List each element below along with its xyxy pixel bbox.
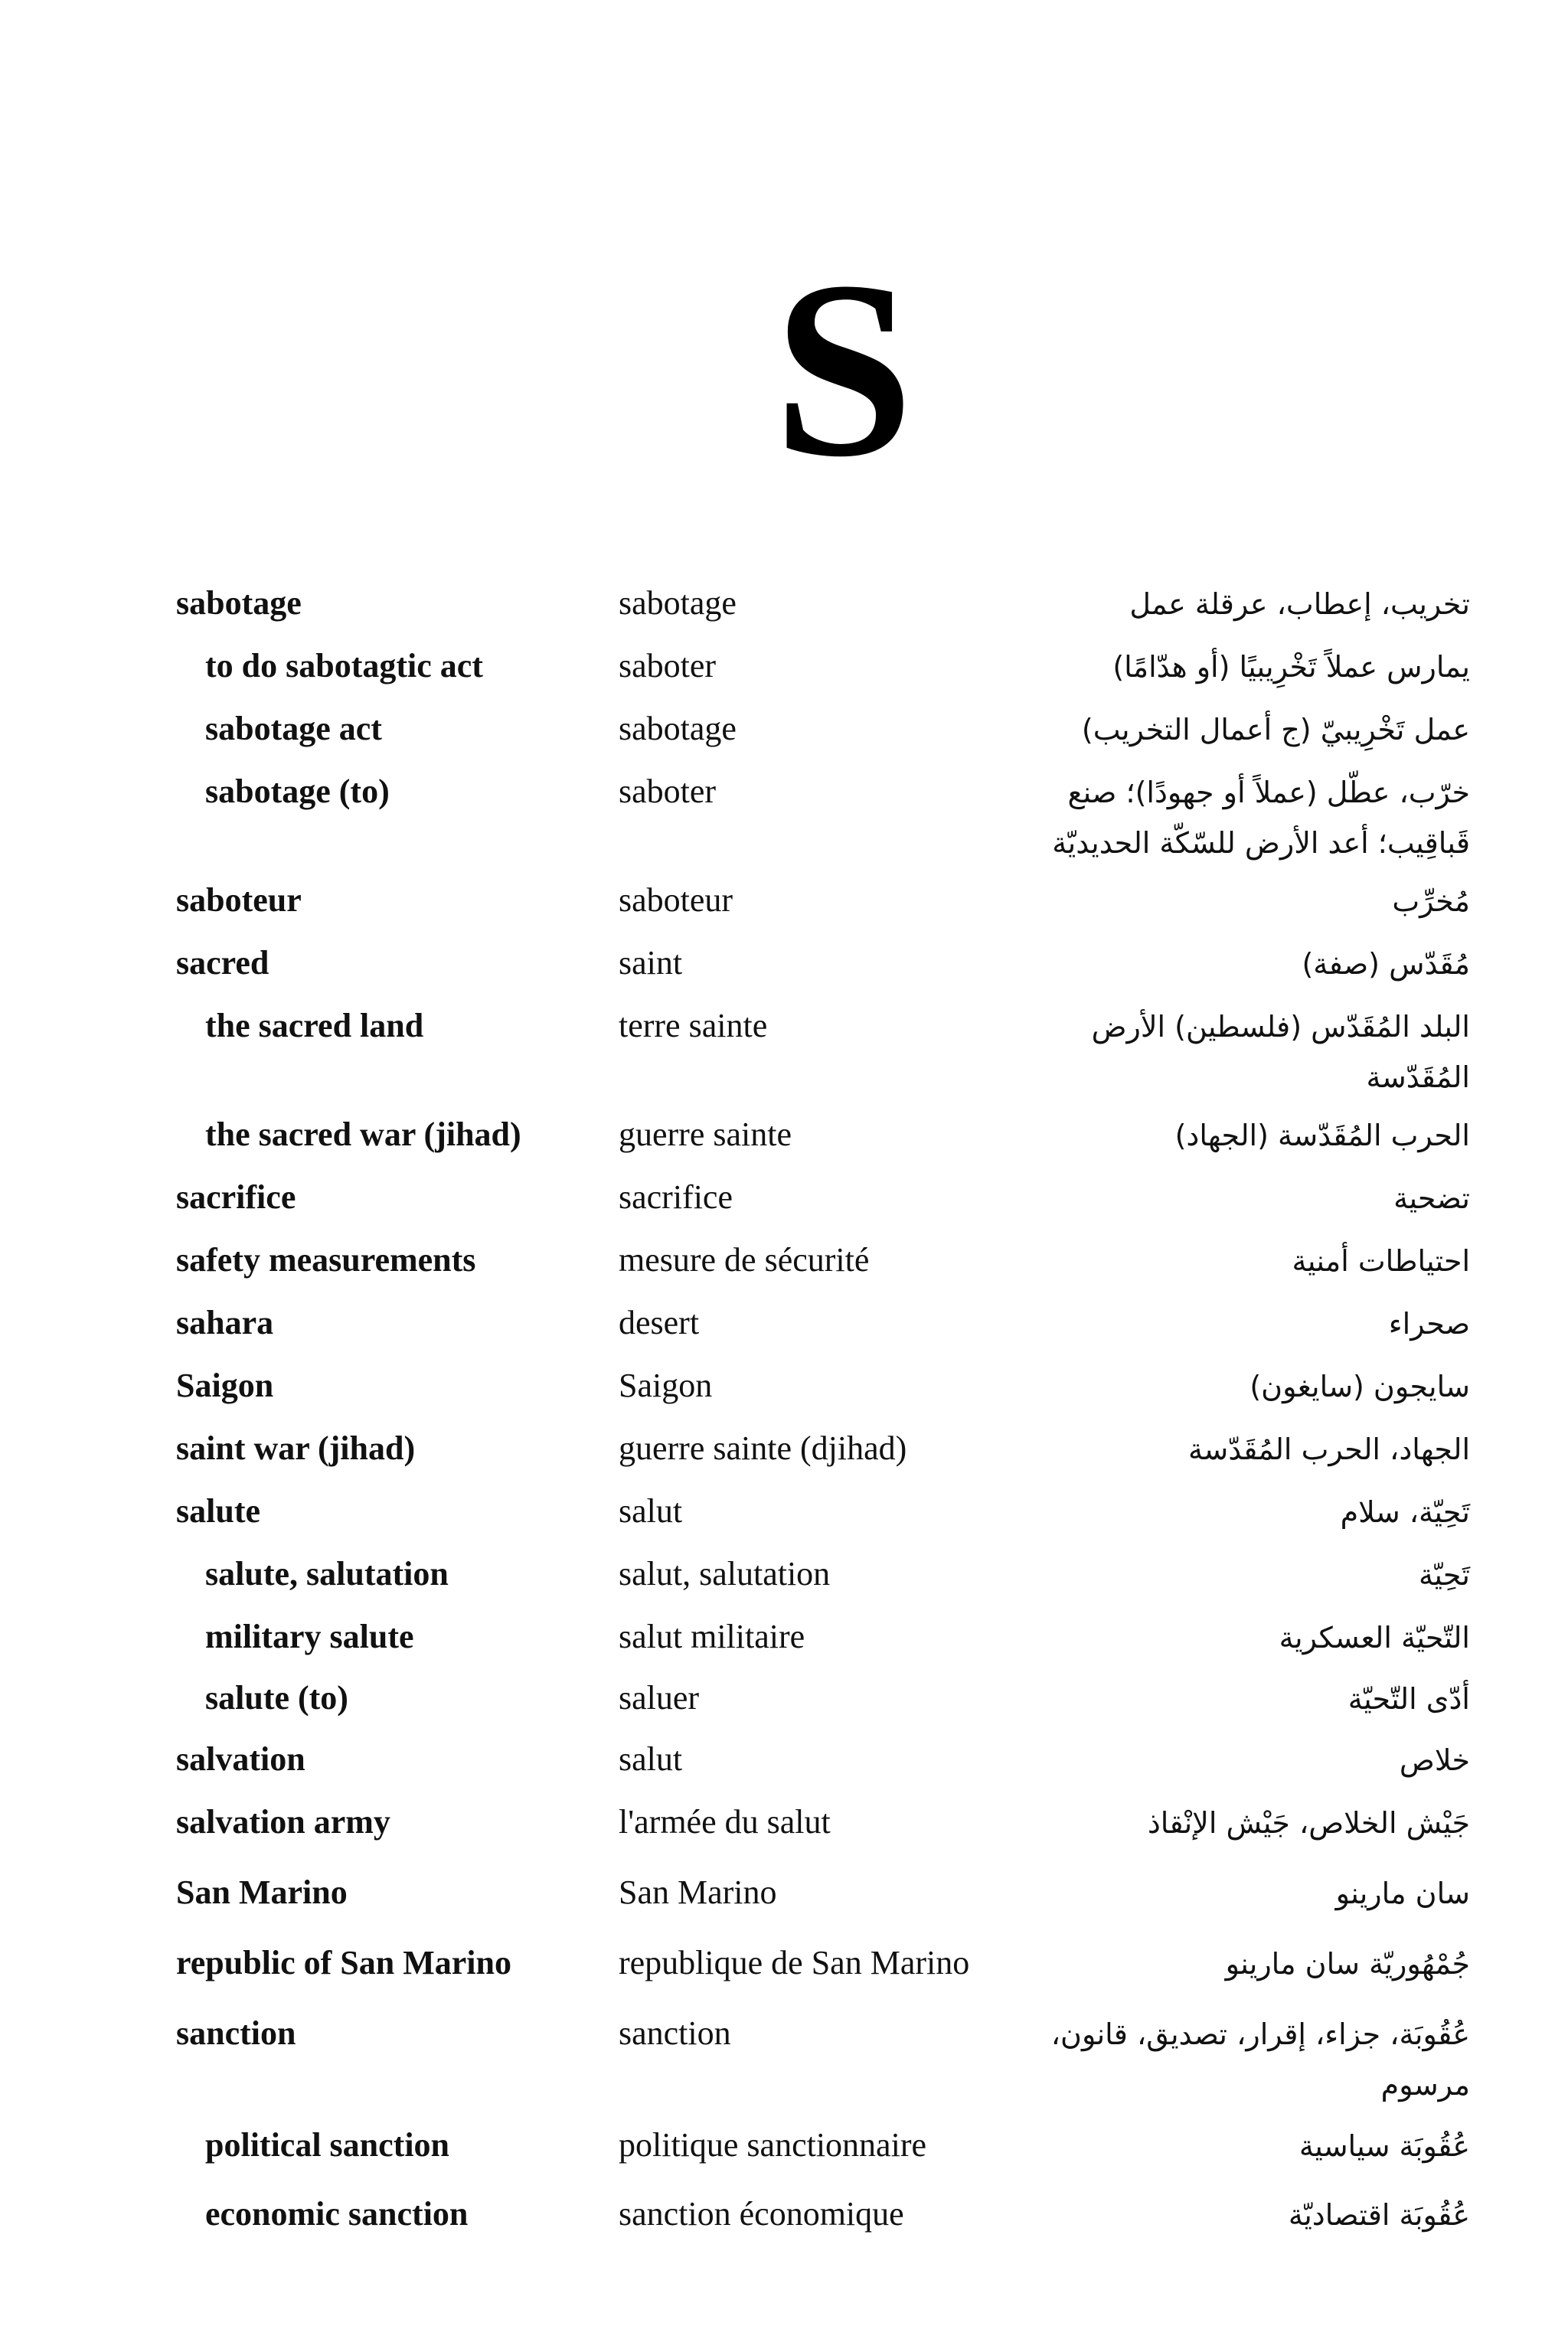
english-term: sahara	[176, 1304, 274, 1341]
english-term: republic of San Marino	[176, 1944, 512, 1981]
french-term: desert	[619, 1304, 700, 1341]
english-term: the sacred land	[205, 1007, 424, 1044]
arabic-term: خرّب، عطّل (عملاً أو جهودًا)؛ صنع قَباقِيب؛ أعد الأرض للسّكّة الحديديّة	[1052, 776, 1470, 860]
french-term: saboter	[619, 773, 717, 810]
arabic-term: احتياطات أمنية	[1292, 1244, 1470, 1278]
french-term: San Marino	[619, 1874, 777, 1911]
arabic-term: الحرب المُقَدّسة (الجهاد)	[1174, 1119, 1470, 1152]
french-term: guerre sainte (djihad)	[619, 1429, 907, 1467]
french-term: salut	[619, 1492, 683, 1530]
arabic-term: تَحِيّة	[1419, 1558, 1470, 1592]
english-term: salute (to)	[205, 1679, 348, 1717]
english-term: saboteur	[176, 881, 302, 919]
english-term: Saigon	[176, 1367, 274, 1404]
english-term: political sanction	[205, 2126, 450, 2164]
english-term: sabotage (to)	[205, 773, 390, 810]
english-term: salvation	[176, 1740, 305, 1778]
french-term: politique sanctionnaire	[619, 2126, 926, 2164]
arabic-term: خلاص	[1399, 1743, 1470, 1777]
french-term: salut militaire	[619, 1618, 805, 1655]
french-term: terre sainte	[619, 1007, 768, 1044]
section-letter: S	[773, 230, 914, 509]
french-term: sacrifice	[619, 1178, 733, 1216]
arabic-term: جَيْش الخلاص، جَيْش الإنْقاذ	[1147, 1806, 1470, 1840]
arabic-term: الجهاد، الحرب المُقَدّسة	[1188, 1433, 1470, 1466]
arabic-term: سان مارينو	[1335, 1877, 1470, 1910]
french-term: sabotage	[619, 710, 737, 747]
arabic-term: صحراء	[1388, 1307, 1470, 1341]
arabic-term: تَحِيّة، سلام	[1340, 1495, 1470, 1529]
french-term: mesure de sécurité	[619, 1241, 870, 1279]
french-term: saint	[619, 944, 683, 982]
french-term: sanction	[619, 2014, 731, 2052]
english-term: safety measurements	[176, 1241, 476, 1279]
english-term: the sacred war (jihad)	[205, 1116, 521, 1153]
french-term: sanction économique	[619, 2195, 904, 2233]
arabic-term: تخريب، إعطاب، عرقلة عمل	[1129, 587, 1470, 621]
arabic-term: مُخرِّب	[1392, 884, 1470, 918]
arabic-term: عُقُوبَة، جزاء، إقرار، تصديق، قانون، مرسوم	[1050, 2017, 1470, 2102]
english-term: sabotage	[176, 584, 302, 622]
arabic-term: عُقُوبَة اقتصاديّة	[1288, 2198, 1470, 2232]
french-term: salut	[619, 1740, 683, 1778]
french-term: republique de San Marino	[619, 1944, 970, 1981]
english-term: salute	[176, 1492, 260, 1530]
french-term: saboteur	[619, 881, 733, 919]
english-term: sacred	[176, 944, 270, 982]
french-term: saluer	[619, 1679, 700, 1717]
arabic-term: البلد المُقَدّس (فلسطين) الأرض المُقَدّسة	[1091, 1010, 1470, 1094]
french-term: sabotage	[619, 584, 737, 622]
english-term: military salute	[205, 1618, 414, 1655]
french-term: l'armée du salut	[619, 1803, 831, 1841]
arabic-term: التّحيّة العسكرية	[1279, 1621, 1470, 1655]
arabic-term: يمارس عملاً تَخْرِيبيًا (أو هدّامًا)	[1112, 650, 1470, 684]
english-term: sanction	[176, 2014, 296, 2052]
arabic-term: سايجون (سايغون)	[1250, 1370, 1470, 1403]
french-term: guerre sainte	[619, 1116, 792, 1153]
french-term: Saigon	[619, 1367, 713, 1404]
french-term: saboter	[619, 647, 717, 684]
english-term: salute, salutation	[205, 1555, 449, 1593]
english-term: salvation army	[176, 1803, 390, 1841]
arabic-term: عمل تَخْرِيبيّ (ج أعمال التخريب)	[1081, 713, 1470, 746]
english-term: economic sanction	[205, 2195, 469, 2233]
arabic-term: أدّى التّحيّة	[1348, 1682, 1470, 1716]
french-term: salut, salutation	[619, 1555, 831, 1593]
arabic-term: مُقَدّس (صفة)	[1302, 947, 1470, 981]
english-term: sacrifice	[176, 1178, 296, 1216]
arabic-term: عُقُوبَة سياسية	[1298, 2129, 1470, 2163]
arabic-term: جُمْهُوريّة سان مارينو	[1225, 1947, 1470, 1981]
english-term: San Marino	[176, 1874, 348, 1911]
english-term: to do sabotagtic act	[205, 647, 483, 684]
arabic-term: تضحية	[1393, 1181, 1470, 1215]
english-term: saint war (jihad)	[176, 1429, 416, 1467]
english-term: sabotage act	[205, 710, 382, 747]
